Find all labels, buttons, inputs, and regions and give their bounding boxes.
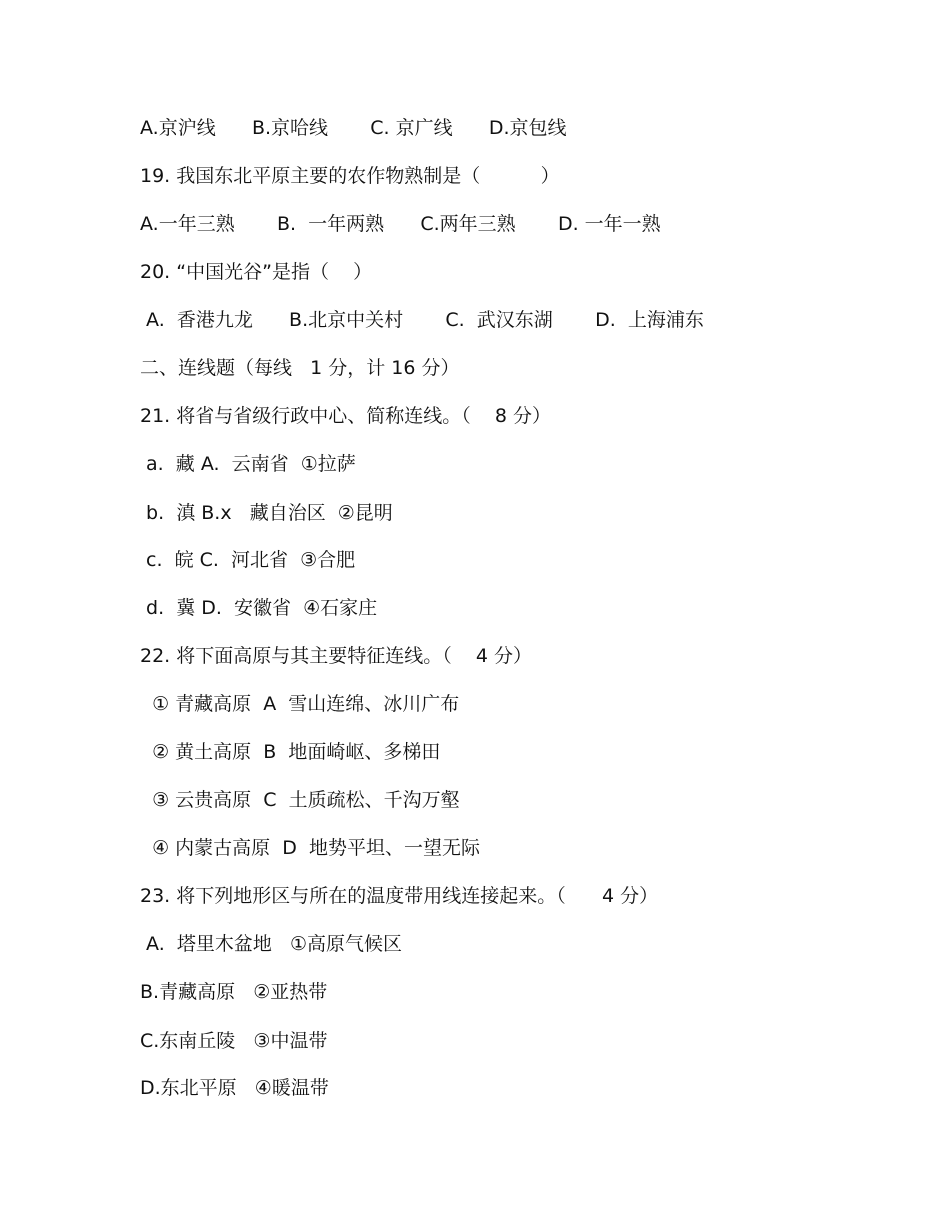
q19-question: 19. 我国东北平原主要的农作物熟制是（ ）	[140, 165, 560, 187]
q21-row-d: d. 冀 D. 安徽省 ④石家庄	[140, 597, 378, 619]
q22-row-3: ③ 云贵高原 C 土质疏松、千沟万壑	[140, 789, 460, 811]
q21-row-c: c. 皖 C. 河北省 ③合肥	[140, 549, 356, 571]
q22-row-4: ④ 内蒙古高原 D 地势平坦、一望无际	[140, 837, 480, 859]
q23-question: 23. 将下列地形区与所在的温度带用线连接起来。（ 4 分）	[140, 885, 659, 907]
q23-row-a: A. 塔里木盆地 ①高原气候区	[140, 933, 402, 955]
q23-row-d: D.东北平原 ④暖温带	[140, 1077, 329, 1099]
section-2-heading: 二、连线题（每线 1 分，计 16 分）	[140, 357, 460, 379]
q18-options: A.京沪线 B.京哈线 C. 京广线 D.京包线	[140, 117, 567, 139]
q23-row-c: C.东南丘陵 ③中温带	[140, 1030, 328, 1052]
q21-row-b: b. 滇 B.x 藏自治区 ②昆明	[140, 502, 393, 524]
q20-question: 20. “中国光谷”是指（ ）	[140, 261, 373, 283]
q23-row-b: B.青藏高原 ②亚热带	[140, 981, 328, 1003]
q21-row-a: a. 藏 A. 云南省 ①拉萨	[140, 453, 356, 475]
q20-options: A. 香港九龙 B.北京中关村 C. 武汉东湖 D. 上海浦东	[140, 309, 704, 331]
q22-row-1: ① 青藏高原 A 雪山连绵、冰川广布	[140, 693, 460, 715]
q21-question: 21. 将省与省级行政中心、简称连线。（ 8 分）	[140, 405, 552, 427]
q19-options: A.一年三熟 B. 一年两熟 C.两年三熟 D. 一年一熟	[140, 213, 661, 235]
q22-row-2: ② 黄土高原 B 地面崎岖、多梯田	[140, 741, 441, 763]
q22-question: 22. 将下面高原与其主要特征连线。（ 4 分）	[140, 645, 533, 667]
